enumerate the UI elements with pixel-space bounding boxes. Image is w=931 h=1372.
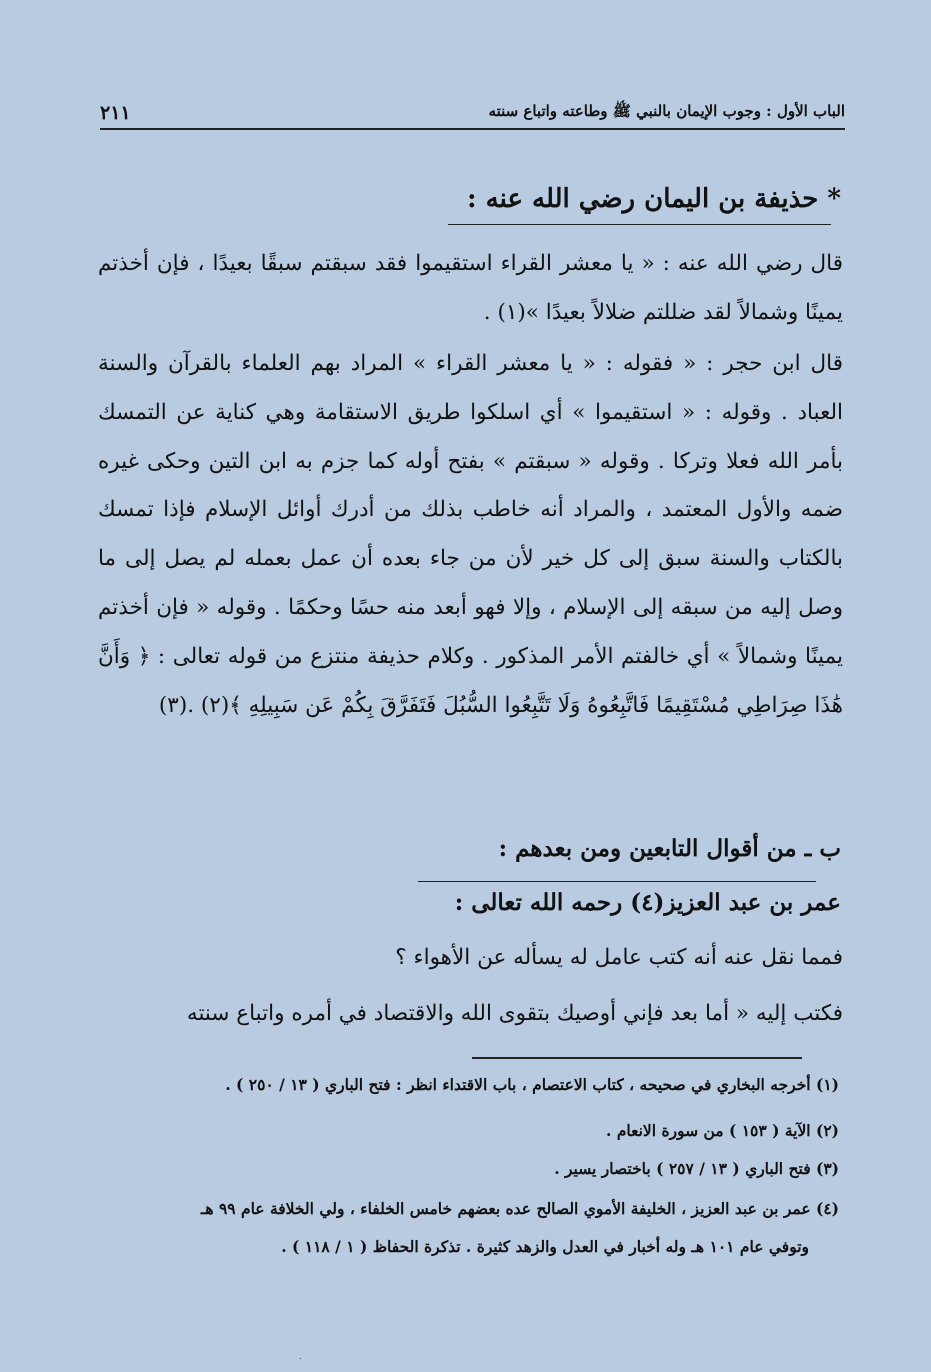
- heading-underline: [448, 224, 831, 225]
- running-header: [100, 88, 845, 130]
- section-heading-umar: عمر بن عبد العزيز(٤) رحمه الله تعالى :: [454, 889, 841, 916]
- paragraph-umar-2: فكتب إليه « أما بعد فإني أوصيك بتقوى الله والاقتصاد في أمره واتباع سنته: [186, 1001, 843, 1026]
- paragraph-umar-1: فمما نقل عنه أنه كتب عامل له يسأله عن الأهواء ؟: [395, 945, 843, 970]
- footnote-2: (٢) الآية ( ١٥٣ ) من سورة الانعام .: [606, 1121, 839, 1140]
- heading-underline: [418, 881, 816, 882]
- footnote-4: (٤) عمر بن عبد العزيز ، الخليفة الأموي الصالح عده بعضهم خامس الخلفاء ، ولي الخلافة عام ٩٩ هـ: [200, 1199, 839, 1218]
- page-number: ٢١١: [100, 102, 131, 124]
- footnote-separator: [472, 1057, 802, 1059]
- section-heading-tabieen: ب ـ من أقوال التابعين ومن بعدهم :: [498, 835, 841, 862]
- section-heading-hudhayfa: * حذيفة بن اليمان رضي الله عنه :: [467, 184, 841, 214]
- footnote-1: (١) أخرجه البخاري في صحيحه ، كتاب الاعتصام ، باب الاقتداء انظر : فتح الباري ( ١٣ / ٢٥٠ ) .: [225, 1075, 839, 1094]
- footnote-3: (٣) فتح الباري ( ١٣ / ٢٥٧ ) باختصار يسير .: [554, 1159, 839, 1178]
- paragraph-hudhayfa-quote: قال رضي الله عنه : « يا معشر القراء استقيموا فقد سبقتم سبقًا بعيدًا ، فإن أخذتم يمينًا وشمالاً لقد ضللتم ضلالاً بعيدًا »(١) .: [98, 251, 843, 325]
- paragraph-ibn-hajar: قال ابن حجر : « فقوله : « يا معشر القراء » المراد بهم العلماء بالقرآن والسنة العباد . وقوله : « استقيموا » أي اسلكوا طريق الاستقامة وهي كناية عن التمسك بأمر الله فعلا وتركا . وقوله « سبقتم » بفتح أوله كما جزم به ابن التين وحكى غيره ضمه والأول المعتمد ، والمراد أنه خاطب بذلك من أدرك أوائل الإسلام فإذا تمسك بالكتاب والسنة سبق إلى كل خير لأن من جاء بعده أن عمل بعمله لم يصل إلى ما وصل إليه من سبقه إلى الإسلام ، وإلا فهو أبعد منه حسًا وحكمًا . وقوله « فإن أخذتم يمينًا وشمالاً » أي خالفتم الأمر المذكور . وكلام حذيفة منتزع من قوله تعالى : ﴿ وَأَنَّ هَٰذَا صِرَاطِي مُسْتَقِيمًا فَاتَّبِعُوهُ وَلَا تَتَّبِعُوا السُّبُلَ فَتَفَرَّقَ بِكُمْ عَن سَبِيلِهِ ﴾(٢) .(٣): [98, 351, 843, 718]
- scan-dot: [300, 1358, 301, 1359]
- footnote-4-continued: وتوفي عام ١٠١ هـ وله أخبار في العدل والزهد كثيرة . تذكرة الحفاظ ( ١ / ١١٨ ) .: [281, 1237, 809, 1256]
- chapter-title: الباب الأول : وجوب الإيمان بالنبي ﷺ وطاعته واتباع سنته: [488, 102, 845, 120]
